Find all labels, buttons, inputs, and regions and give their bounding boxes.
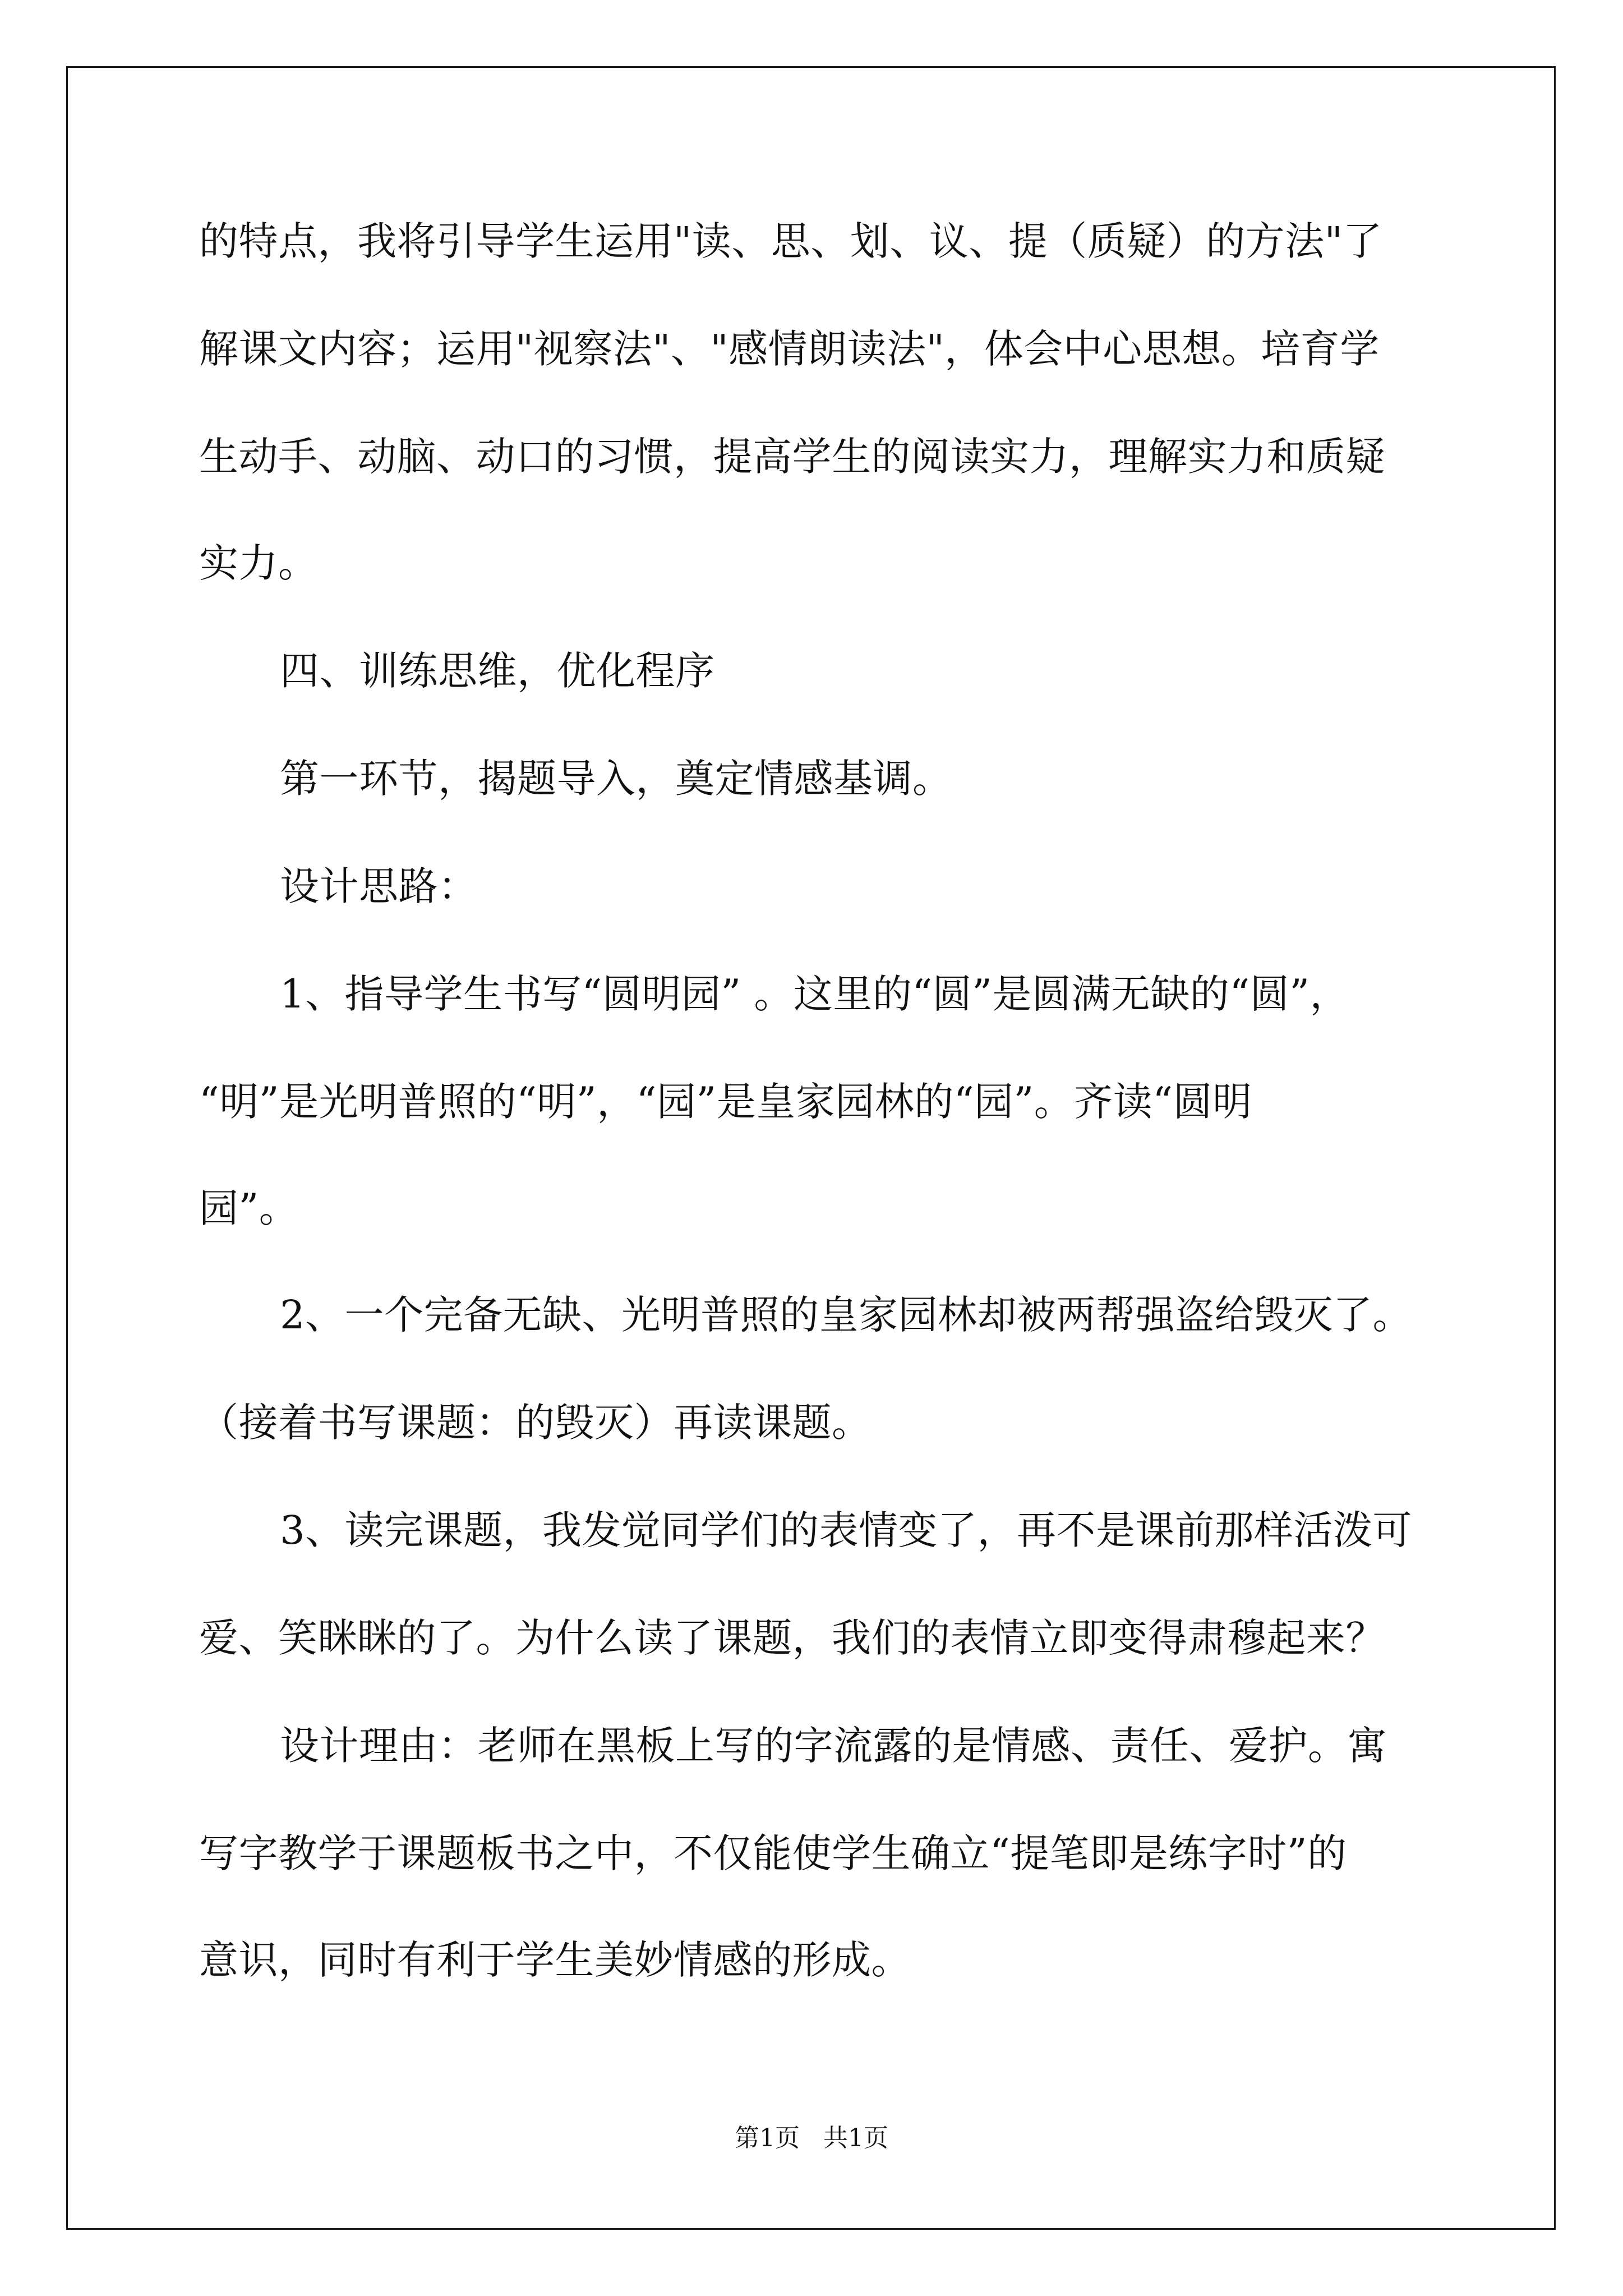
text-line: 1、指导学生书写“圆明园” 。这里的“圆”是圆满无缺的“圆”， <box>280 971 1350 1017</box>
text-line: 3、读完课题，我发觉同学们的表情变了，再不是课前那样活泼可 <box>280 1507 1413 1553</box>
text-line: 第一环节，揭题导入，奠定情感基调。 <box>280 756 952 802</box>
text-line: 设计理由：老师在黑板上写的字流露的是情感、责任、爱护。寓 <box>280 1723 1387 1769</box>
section-heading: 四、训练思维，优化程序 <box>280 648 715 694</box>
text-line: （接着书写课题：的毁灭）再读课题。 <box>199 1400 872 1446</box>
text-line: 爱、笑眯眯的了。为什么读了课题，我们的表情立即变得肃穆起来？ <box>199 1615 1385 1661</box>
text-line: 的特点，我将引导学生运用"读、思、划、议、提（质疑）的方法"了 <box>199 218 1382 264</box>
text-line: 写字教学于课题板书之中，不仅能使学生确立“提笔即是练字时”的 <box>199 1830 1347 1876</box>
text-line: 园”。 <box>199 1185 299 1231</box>
text-line: 实力。 <box>199 540 318 586</box>
text-line: 设计思路： <box>280 863 478 909</box>
text-line: 2、一个完备无缺、光明普照的皇家园林却被两帮强盗给毁灭了。 <box>280 1292 1413 1338</box>
text-line: 解课文内容；运用"视察法"、"感情朗读法"，体会中心思想。培育学 <box>199 326 1380 372</box>
page-number-footer: 第1页 共1页 <box>735 2124 888 2152</box>
page-border <box>66 66 1556 2230</box>
text-line: “明”是光明普照的“明”，“园”是皇家园林的“园”。齐读“圆明 <box>199 1079 1252 1125</box>
text-line: 意识，同时有利于学生美妙情感的形成。 <box>199 1937 911 1983</box>
text-line: 生动手、动脑、动口的习惯，提高学生的阅读实力，理解实力和质疑 <box>199 434 1385 480</box>
